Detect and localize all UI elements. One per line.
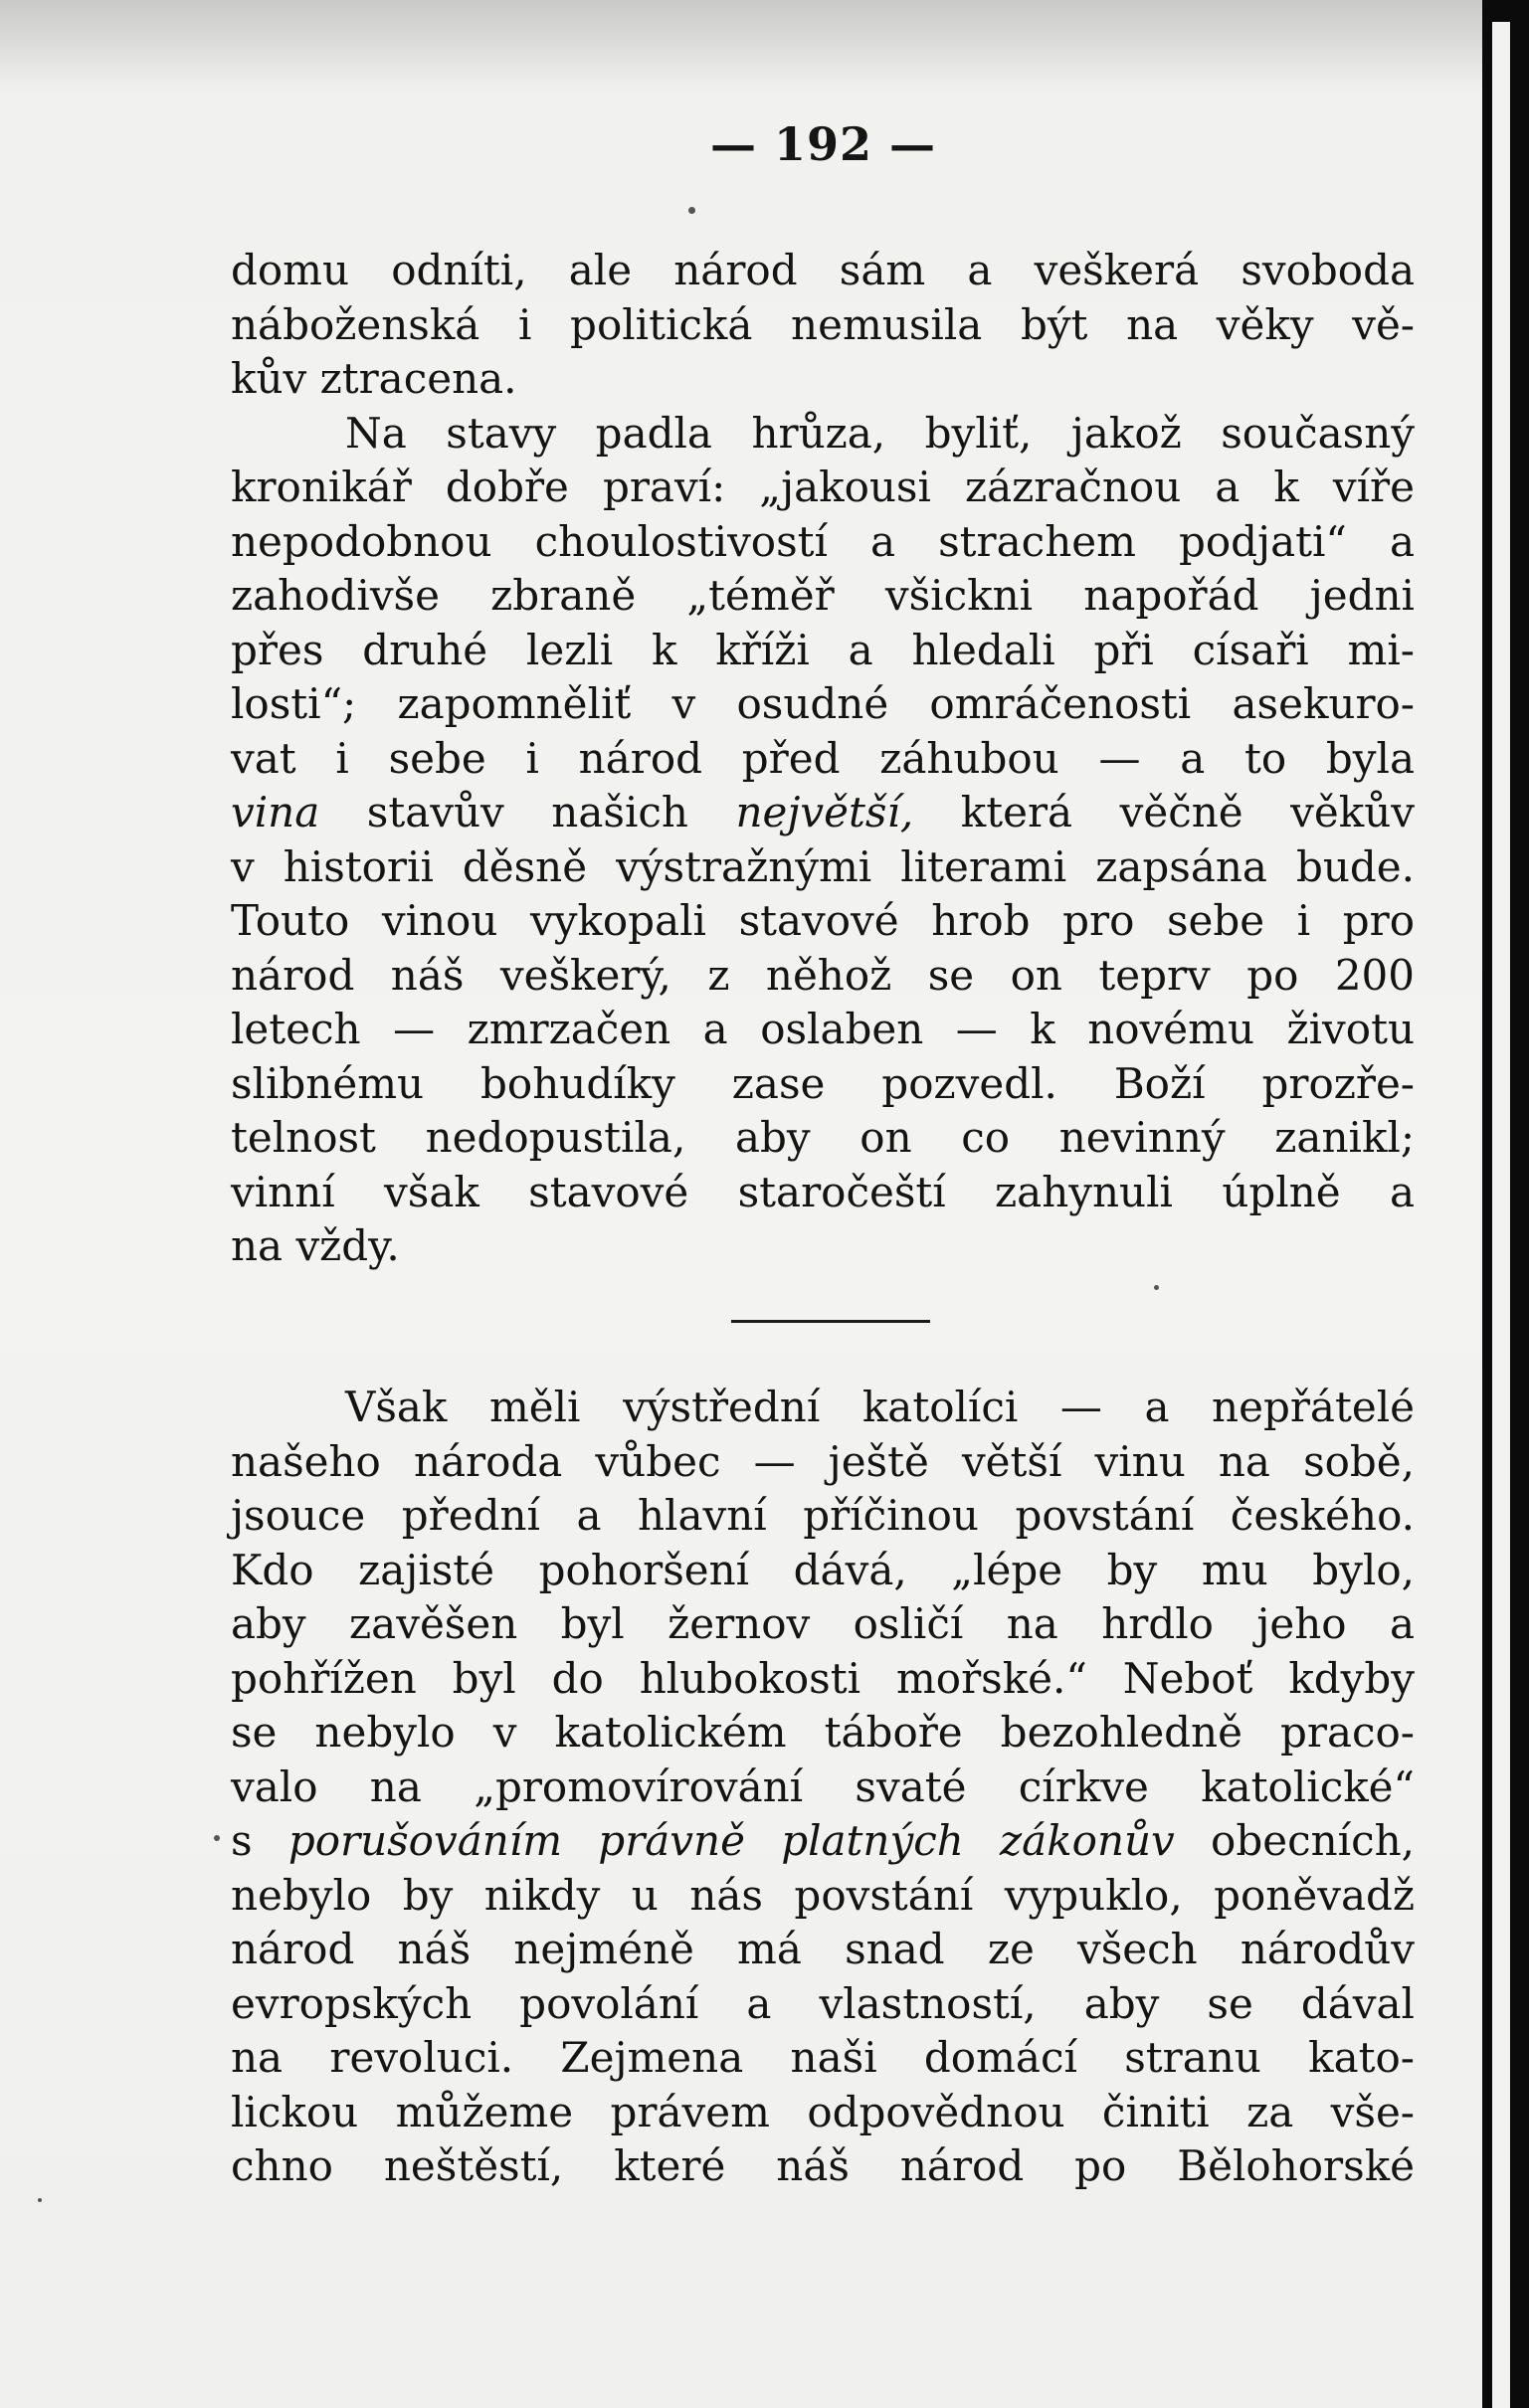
text-line: Touto vinou vykopali stavové hrob pro sebe i pro [231, 896, 1415, 945]
print-speck [214, 1835, 220, 1841]
text-line: na revoluci. Zejmena naši domácí stranu kato- [231, 2033, 1415, 2082]
text-line: nebylo by nikdy u nás povstání vypuklo, poněvadž [231, 1870, 1415, 1920]
text-line: našeho národa vůbec — ještě větší vinu na sobě, [231, 1436, 1415, 1486]
text-line: národ náš veškerý, z něhož se on teprv po 200 [231, 950, 1415, 1000]
italic-text: největší, [735, 788, 914, 836]
text-line: lickou můžeme právem odpovědnou činiti za vše- [231, 2087, 1415, 2136]
print-speck [688, 207, 695, 214]
text-line: evropských povolání a vlastností, aby se dával [231, 1978, 1415, 2028]
section-divider [731, 1320, 930, 1323]
text-line: v historii děsně výstražnými literami zapsána bude. [231, 841, 1415, 891]
text-line: nepodobnou choulostivostí a strachem podjati“ a [231, 516, 1415, 566]
text-line: jsouce přední a hlavní příčinou povstání českého. [231, 1491, 1415, 1540]
text-line: přes druhé lezli k kříži a hledali při císaři mi- [231, 625, 1415, 674]
text-segment: stavův našich [319, 788, 736, 836]
italic-text: vina [231, 788, 320, 836]
text-line: se nebylo v katolickém táboře bezohledně praco- [231, 1708, 1415, 1757]
text-line: zahodivše zbraně „téměř všickni napořád jedni [231, 571, 1415, 620]
text-line: chno neštěstí, které náš národ po Bělohorské [231, 2141, 1415, 2190]
text-line: losti“; zapomněliť v osudné omráčenosti asekuro- [231, 679, 1415, 728]
text-line: Na stavy padla hrůza, byliť, jakož současný [345, 408, 1415, 458]
scan-edge [1482, 0, 1529, 2408]
text-line: aby zavěšen byl žernov osličí na hrdlo jeho a [231, 1599, 1415, 1648]
text-line: Však měli výstřední katolíci — a nepřátelé [345, 1383, 1415, 1431]
paragraph-1 [231, 244, 1415, 1274]
text-line: letech — zmrzačen a oslaben — k novému životu [231, 1005, 1415, 1053]
text-line: telnost nedopustila, aby on co nevinný zanikl; [231, 1113, 1415, 1162]
text-line: náboženská i politická nemusila být na věky vě- [231, 299, 1415, 349]
text-line: domu odníti, ale národ sám a veškerá svoboda [231, 246, 1415, 294]
text-line: valo na „promovírování svaté církve katolické“ [231, 1761, 1415, 1811]
text-segment: s [231, 1816, 288, 1865]
text-line: vinní však stavové staročeští zahynuli úplně a [231, 1167, 1415, 1216]
text-line [231, 786, 1415, 840]
text-line [231, 1814, 1415, 1869]
text-line: národ náš nejméně má snad ze všech národův [231, 1925, 1415, 1973]
italic-text: porušováním právně platných zákonův [287, 1816, 1175, 1865]
text-line: na vždy. [231, 1221, 400, 1270]
paragraph-2 [231, 1381, 1415, 2194]
text-line: pohřížen byl do hlubokosti mořské.“ Neboť kdyby [231, 1653, 1415, 1703]
text-line: kronikář dobře praví: „jakousi zázračnou a k víře [231, 463, 1415, 511]
text-line: Kdo zajisté pohoršení dává, „lépe by mu bylo, [231, 1545, 1415, 1594]
print-speck [38, 2198, 42, 2202]
print-speck [1154, 1285, 1159, 1290]
text-line: slibnému bohudíky zase pozvedl. Boží prozře- [231, 1058, 1415, 1108]
text-segment: obecních, [1174, 1816, 1415, 1865]
text-line: kův ztracena. [231, 354, 517, 403]
page-number: — 192 — [709, 117, 937, 171]
next-page-edge [1492, 22, 1510, 2408]
text-line: vat i sebe i národ před záhubou — a to byla [231, 733, 1415, 783]
text-segment: která věčně věkův [913, 788, 1415, 836]
